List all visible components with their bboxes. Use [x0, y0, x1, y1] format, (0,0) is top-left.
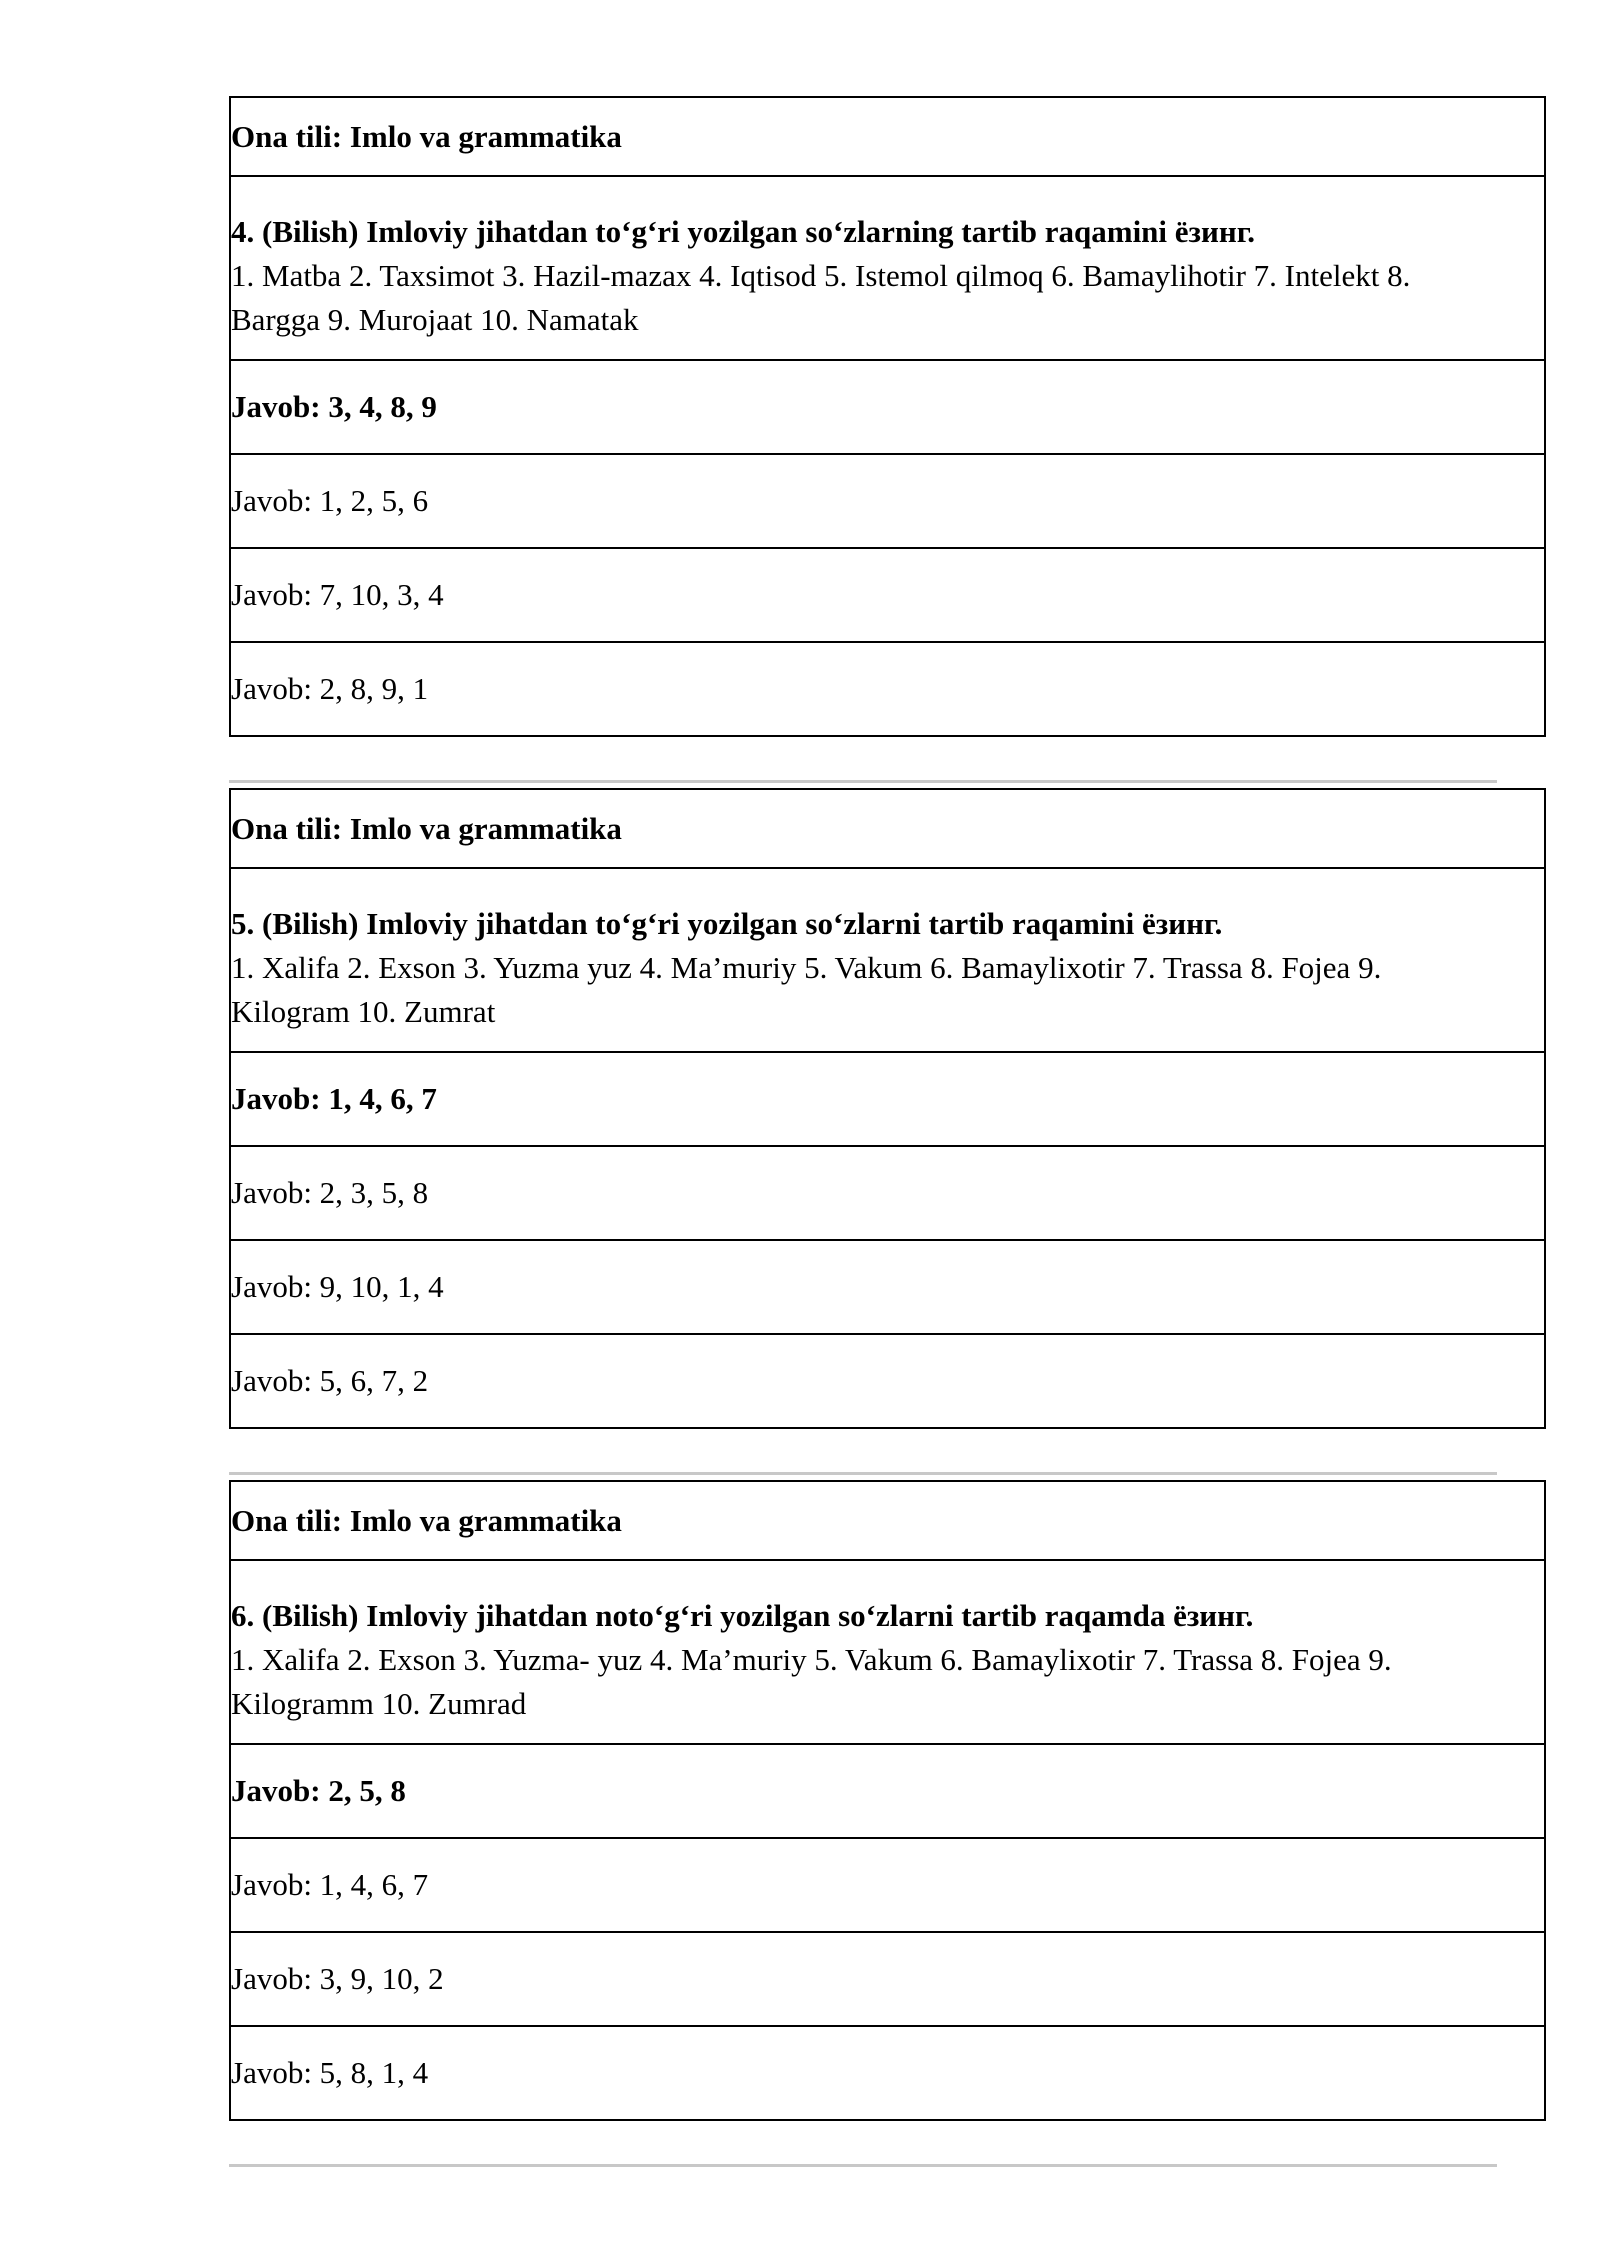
- subject-heading: Ona tili: Imlo va grammatika: [231, 118, 622, 154]
- separator-line: [229, 2164, 1497, 2167]
- subject-heading: Ona tili: Imlo va grammatika: [231, 810, 622, 846]
- answer-option[interactable]: Javob: 2, 3, 5, 8: [231, 1145, 1544, 1239]
- answer-option-correct[interactable]: Javob: 2, 5, 8: [231, 1743, 1544, 1837]
- question-words: 1. Xalifa 2. Exson 3. Yuzma- yuz 4. Ma’muriy 5. Vakum 6. Bamaylixotir 7. Trassa 8. Fojea 9. Kilogramm 10. Zumrad: [231, 1642, 1392, 1721]
- question-words: 1. Matba 2. Taxsimot 3. Hazil-mazax 4. Iqtisod 5. Istemol qilmoq 6. Bamaylihotir 7. Intelekt 8. Bargga 9. Murojaat 10. Namatak: [231, 258, 1411, 337]
- answer-option[interactable]: Javob: 5, 8, 1, 4: [231, 2025, 1544, 2119]
- question-title: 4. (Bilish) Imloviy jihatdan to‘g‘ri yozilgan so‘zlarning tartib raqamini ёзинг.: [231, 214, 1256, 249]
- question-title: 5. (Bilish) Imloviy jihatdan to‘g‘ri yozilgan so‘zlarni tartib raqamini ёзинг.: [231, 906, 1223, 941]
- separator-line: [229, 780, 1497, 783]
- answer-option[interactable]: Javob: 9, 10, 1, 4: [231, 1239, 1544, 1333]
- answer-option[interactable]: Javob: 2, 8, 9, 1: [231, 641, 1544, 735]
- question-words: 1. Xalifa 2. Exson 3. Yuzma yuz 4. Ma’muriy 5. Vakum 6. Bamaylixotir 7. Trassa 8. Fojea 9. Kilogram 10. Zumrat: [231, 950, 1382, 1029]
- answer-option-correct[interactable]: Javob: 3, 4, 8, 9: [231, 359, 1544, 453]
- separator-line: [229, 1472, 1497, 1475]
- question-title: 6. (Bilish) Imloviy jihatdan noto‘g‘ri yozilgan so‘zlarni tartib raqamda ёзинг.: [231, 1598, 1254, 1633]
- question-block: [229, 1480, 1546, 2121]
- answer-option[interactable]: Javob: 1, 2, 5, 6: [231, 453, 1544, 547]
- answer-option[interactable]: Javob: 3, 9, 10, 2: [231, 1931, 1544, 2025]
- subject-heading: Ona tili: Imlo va grammatika: [231, 1502, 622, 1538]
- question-cell: [231, 867, 1544, 1051]
- question-block: [229, 788, 1546, 1429]
- answer-option[interactable]: Javob: 1, 4, 6, 7: [231, 1837, 1544, 1931]
- question-block: [229, 96, 1546, 737]
- question-cell: [231, 175, 1544, 359]
- question-cell: [231, 1559, 1544, 1743]
- answer-option[interactable]: Javob: 7, 10, 3, 4: [231, 547, 1544, 641]
- answer-option[interactable]: Javob: 5, 6, 7, 2: [231, 1333, 1544, 1427]
- answer-option-correct[interactable]: Javob: 1, 4, 6, 7: [231, 1051, 1544, 1145]
